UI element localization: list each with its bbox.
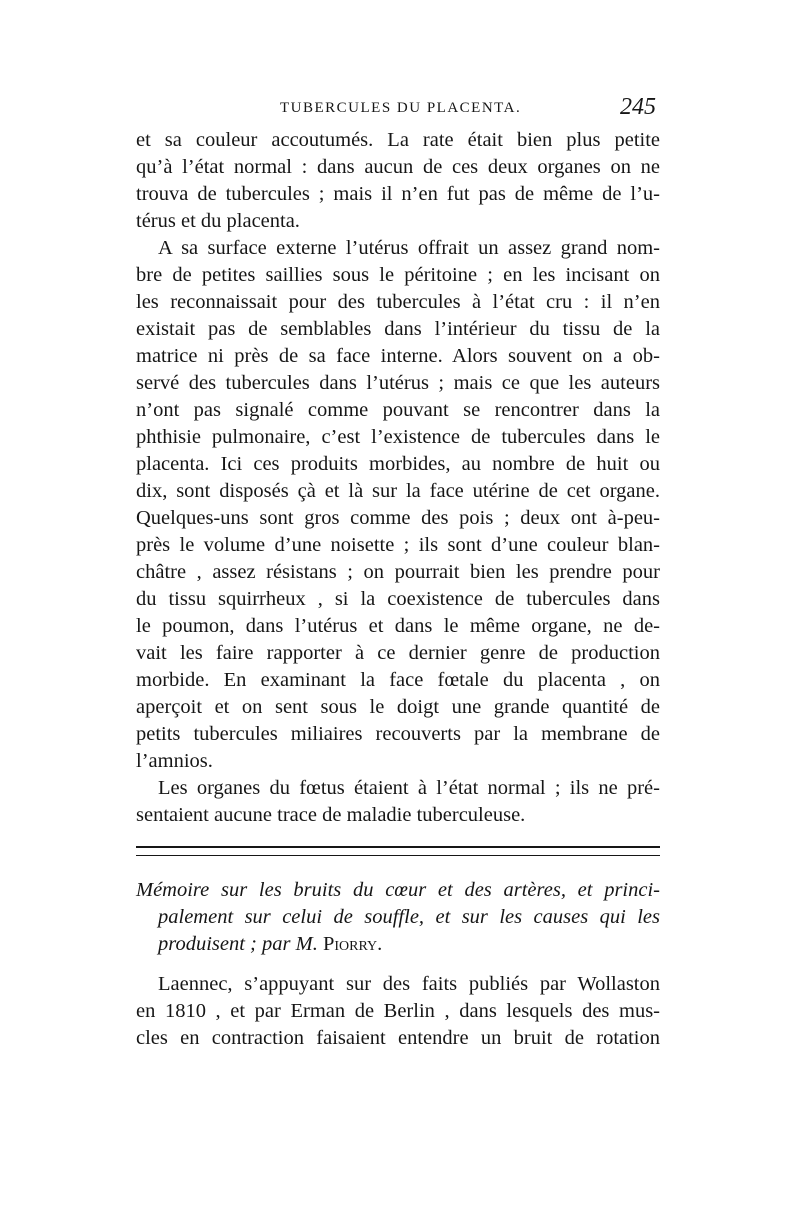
running-title: TUBERCULES DU PLACENTA. [280,100,522,116]
body-line: servé des tubercules dans l’utérus ; mais ce que les auteurs [136,372,660,394]
body-line: dix, sont disposés çà et là sur la face utérine de cet organe. [136,480,660,502]
article-body-line: en 1810 , et par Erman de Berlin , dans lesquels des mus- [136,1000,660,1022]
body-line: matrice ni près de sa face interne. Alors souvent on a ob- [136,345,660,367]
section-divider [136,846,660,856]
body-line: vait les faire rapporter à ce dernier genre de production [136,642,660,664]
body-line: térus et du placenta. [136,210,300,232]
body-line: morbide. En examinant la face fœtale du placenta , on [136,669,660,691]
body-line: existait pas de semblables dans l’intérieur du tissu de la [136,318,660,340]
body-line: bre de petites saillies sous le péritoine ; en les incisant on [136,264,660,286]
body-line: les reconnaissait pour des tubercules à l’état cru : il n’en [136,291,660,313]
body-line: A sa surface externe l’utérus offrait un assez grand nom- [158,237,660,259]
article-title-line: Mémoire sur les bruits du cœur et des artères, et princi- [136,879,660,901]
body-line: qu’à l’état normal : dans aucun de ces deux organes on ne [136,156,660,178]
body-line: placenta. Ici ces produits morbides, au nombre de huit ou [136,453,660,475]
body-line: petits tubercules miliaires recouverts par la membrane de [136,723,660,745]
body-line: près le volume d’une noisette ; ils sont d’une couleur blan- [136,534,660,556]
article-author: Piorry. [322,933,383,955]
body-line: l’amnios. [136,750,213,772]
article-body-line: Laennec, s’appuyant sur des faits publiés par Wollaston [158,973,660,995]
article-title-line [158,930,660,958]
body-line: aperçoit et on sent sous le doigt une grande quantité de [136,696,660,718]
article-body-line: cles en contraction faisaient entendre un bruit de rotation [136,1027,660,1049]
body-line: phthisie pulmonaire, c’est l’existence de tubercules dans le [136,426,660,448]
body-line: le poumon, dans l’utérus et dans le même organe, ne de- [136,615,660,637]
body-line: du tissu squirrheux , si la coexistence de tubercules dans [136,588,660,610]
body-line: n’ont pas signalé comme pouvant se rencontrer dans la [136,399,660,421]
article-title-text: produisent ; par M. [158,933,323,955]
body-line: Les organes du fœtus étaient à l’état normal ; ils ne pré- [158,777,660,799]
body-line: châtre , assez résistans ; on pourrait bien les prendre pour [136,561,660,583]
body-line: Quelques-uns sont gros comme des pois ; deux ont à-peu- [136,507,660,529]
page-number: 245 [620,94,656,120]
article-title-line: palement sur celui de souffle, et sur les causes qui les [158,906,660,928]
body-line: et sa couleur accoutumés. La rate était bien plus petite [136,129,660,151]
body-line: sentaient aucune trace de maladie tuberculeuse. [136,804,526,826]
body-line: trouva de tubercules ; mais il n’en fut pas de même de l’u- [136,183,660,205]
